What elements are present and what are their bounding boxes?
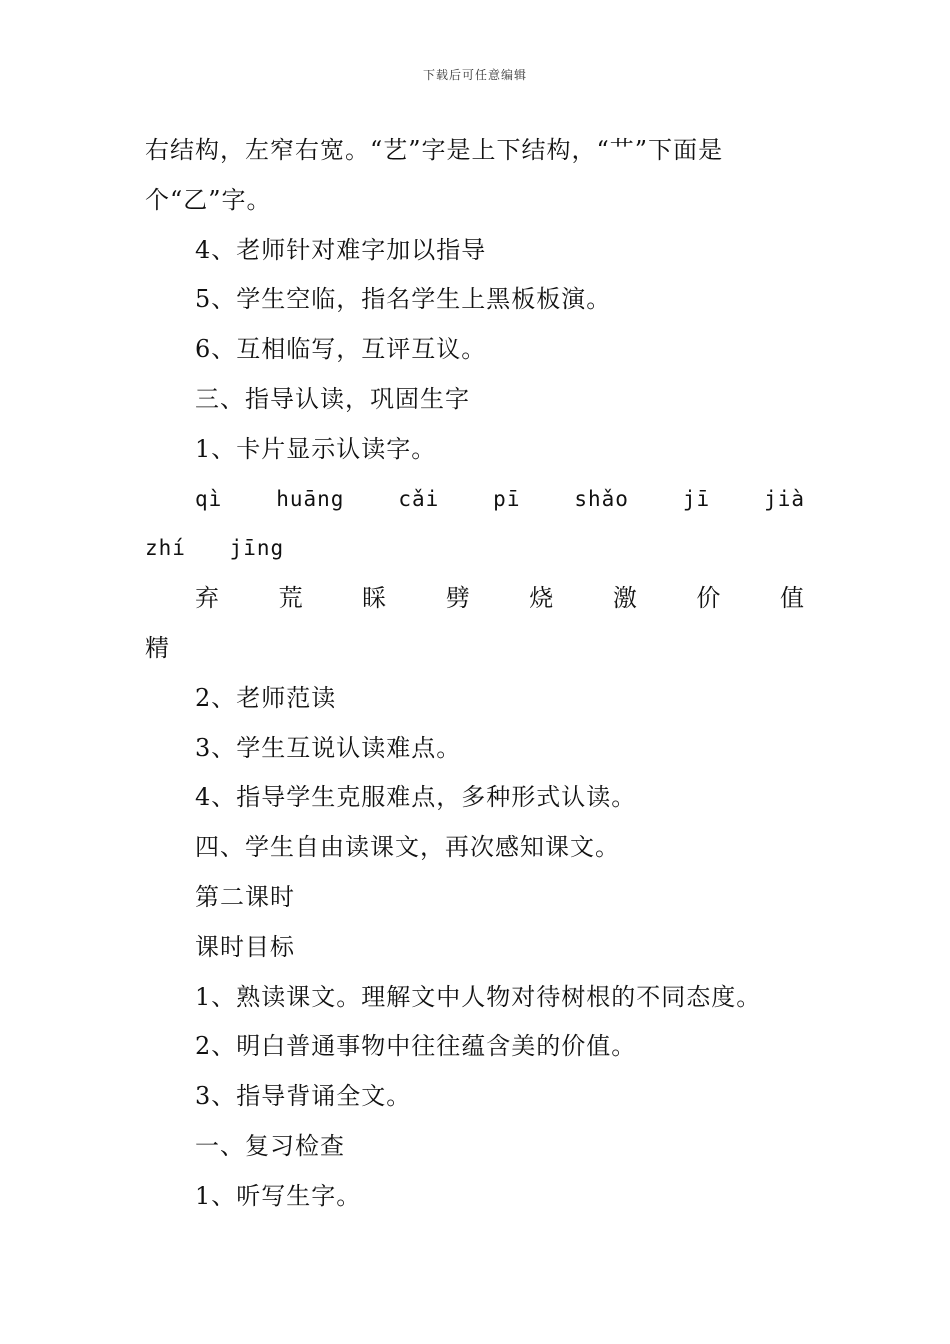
paragraph-line: 3、指导背诵全文。	[195, 1082, 412, 1111]
hanzi-item: 睬	[362, 584, 388, 613]
hanzi-row	[145, 574, 805, 624]
pinyin-row	[145, 524, 805, 574]
pinyin-item: pī	[493, 486, 521, 511]
document-body	[145, 126, 805, 1222]
paragraph-line: 4、指导学生克服难点，多种形式认读。	[195, 783, 637, 812]
section-heading: 四、学生自由读课文，再次感知课文。	[195, 833, 620, 862]
hanzi-item: 值	[779, 584, 805, 613]
paragraph-line: 2、明白普通事物中往往蕴含美的价值。	[195, 1032, 637, 1061]
hanzi-item: 烧	[529, 584, 555, 613]
paragraph-line: 1、听写生字。	[195, 1181, 362, 1210]
pinyin-item: shǎo	[574, 486, 629, 511]
paragraph-line: 3、学生互说认读难点。	[195, 733, 462, 762]
pinyin-item: jià	[764, 486, 805, 511]
page-header: 下载后可任意编辑	[422, 68, 527, 82]
hanzi-item: 荒	[278, 584, 304, 613]
paragraph-line: 1、卡片显示认读字。	[195, 434, 437, 463]
hanzi-item: 弃	[195, 584, 220, 613]
section-heading: 课时目标	[195, 932, 295, 961]
section-heading: 一、复习检查	[195, 1131, 345, 1160]
hanzi-item: 价	[696, 584, 722, 613]
pinyin-item: jī	[682, 486, 711, 511]
paragraph-line: 4、老师针对难字加以指导	[195, 235, 487, 264]
paragraph-line: 个“乙”字。	[145, 185, 272, 214]
section-heading: 三、指导认读，巩固生字	[195, 384, 470, 413]
paragraph-line: 6、互相临写，互评互议。	[195, 335, 487, 364]
hanzi-item: 劈	[445, 584, 471, 613]
paragraph-line: 2、老师范读	[195, 683, 337, 712]
pinyin-item: zhí	[145, 536, 186, 561]
pinyin-item: qì	[195, 486, 223, 511]
section-heading: 第二课时	[195, 882, 295, 911]
pinyin-row	[145, 475, 805, 525]
paragraph-line: 右结构，左窄右宽。“艺”字是上下结构，“艹”下面是	[145, 136, 724, 164]
pinyin-item: huāng	[276, 486, 345, 511]
pinyin-item: jīng	[229, 536, 285, 561]
pinyin-item: cǎi	[398, 486, 440, 511]
paragraph-line: 1、熟读课文。理解文中人物对待树根的不同态度。	[195, 982, 762, 1011]
hanzi-row: 精	[145, 633, 170, 662]
hanzi-item: 激	[612, 584, 638, 613]
paragraph-line: 5、学生空临，指名学生上黑板板演。	[195, 285, 612, 314]
